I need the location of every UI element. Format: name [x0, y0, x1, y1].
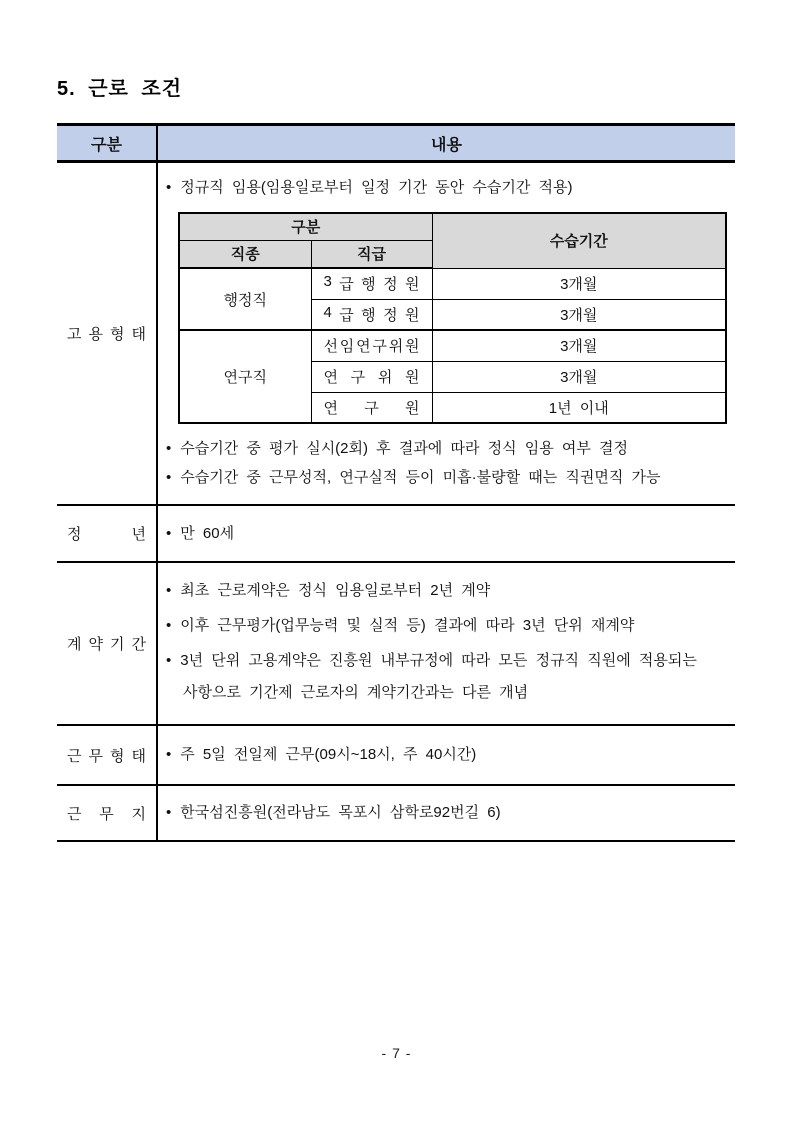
rank-cell — [311, 268, 432, 299]
probation-header-jikjong: 직종 — [179, 240, 311, 268]
rank-cell — [311, 299, 432, 330]
row-employment-type — [57, 163, 735, 504]
period-cell: 3개월 — [432, 330, 726, 361]
row-label: 근 무 지 — [67, 805, 146, 823]
row-work-type — [57, 724, 735, 784]
row-label: 계 약 기 간 — [67, 636, 146, 653]
rank-text: 4 급 행 정 원 — [323, 303, 420, 324]
header-cell-naeyong: 내용 — [431, 136, 462, 154]
row-label-cell — [57, 563, 158, 724]
rank-cell — [311, 361, 432, 392]
category-cell: 연구직 — [179, 330, 311, 423]
conditions-table — [57, 123, 735, 842]
rank-cell — [311, 330, 432, 361]
rank-text: 연 구 원 — [323, 399, 420, 417]
table-header-row — [57, 126, 735, 163]
bullet-item: • 정규직 임용(임용일로부터 일정 기간 동안 수습기간 적용) — [166, 173, 729, 203]
row-label-cell — [57, 786, 158, 840]
row-label: 근 무 형 태 — [67, 747, 146, 765]
probation-table — [178, 212, 727, 424]
rank-text: 선 임 연 구 위 원 — [323, 338, 420, 356]
row-label-cell — [57, 506, 158, 561]
bullet-item: • 주 5일 전일제 근무(09시~18시, 주 40시간) — [166, 740, 729, 770]
period-cell: 3개월 — [432, 361, 726, 392]
row-content-cell — [158, 726, 735, 784]
row-label-cell — [57, 163, 158, 504]
probation-header-row-1 — [179, 213, 726, 240]
bullet-item: • 3년 단위 고용계약은 진흥원 내부규정에 따라 모든 정규직 직원에 적용되는 사항으로 기간제 근로자의 계약기간과는 다른 개념 — [166, 645, 729, 709]
section-title: 5. 근로 조건 — [57, 78, 183, 100]
header-cell-gubun: 구분 — [57, 126, 158, 160]
row-content-cell — [158, 506, 735, 561]
table-row — [179, 330, 726, 361]
row-content-cell — [158, 563, 735, 724]
bullet-item: • 이후 근무평가(업무능력 및 실적 등) 결과에 따라 3년 단위 재계약 — [166, 610, 729, 642]
row-work-place — [57, 784, 735, 840]
period-cell: 1년 이내 — [432, 392, 726, 423]
period-cell: 3개월 — [432, 268, 726, 299]
bullet-item: • 최초 근로계약은 정식 임용일로부터 2년 계약 — [166, 575, 729, 607]
bullet-item: • 만 60세 — [166, 519, 729, 549]
bullet-item: • 수습기간 중 평가 실시(2회) 후 결과에 따라 정식 임용 여부 결정 — [166, 434, 729, 463]
probation-header-period: 수습기간 — [432, 213, 726, 268]
rank-text: 3 급 행 정 원 — [323, 273, 420, 294]
row-content-cell — [158, 163, 735, 504]
table-row — [179, 268, 726, 299]
row-content-cell — [158, 786, 735, 840]
probation-header-jikgeup: 직급 — [311, 240, 432, 268]
bullet-item: • 수습기간 중 근무성적, 연구실적 등이 미흡·불량할 때는 직권면직 가능 — [166, 463, 729, 492]
row-label: 고 용 형 태 — [67, 326, 146, 343]
bullet-item: • 한국섬진흥원(전라남도 목포시 삼학로92번길 6) — [166, 798, 729, 828]
row-retirement-age — [57, 504, 735, 561]
row-contract-period — [57, 561, 735, 724]
rank-text: 연 구 위 원 — [323, 369, 420, 386]
rank-cell — [311, 392, 432, 423]
period-cell: 3개월 — [432, 299, 726, 330]
row-label-cell — [57, 726, 158, 784]
category-cell: 행정직 — [179, 268, 311, 330]
page-number: - 7 - — [381, 1045, 412, 1061]
probation-header-gubun: 구분 — [179, 213, 432, 240]
row-label: 정 년 — [67, 526, 146, 543]
